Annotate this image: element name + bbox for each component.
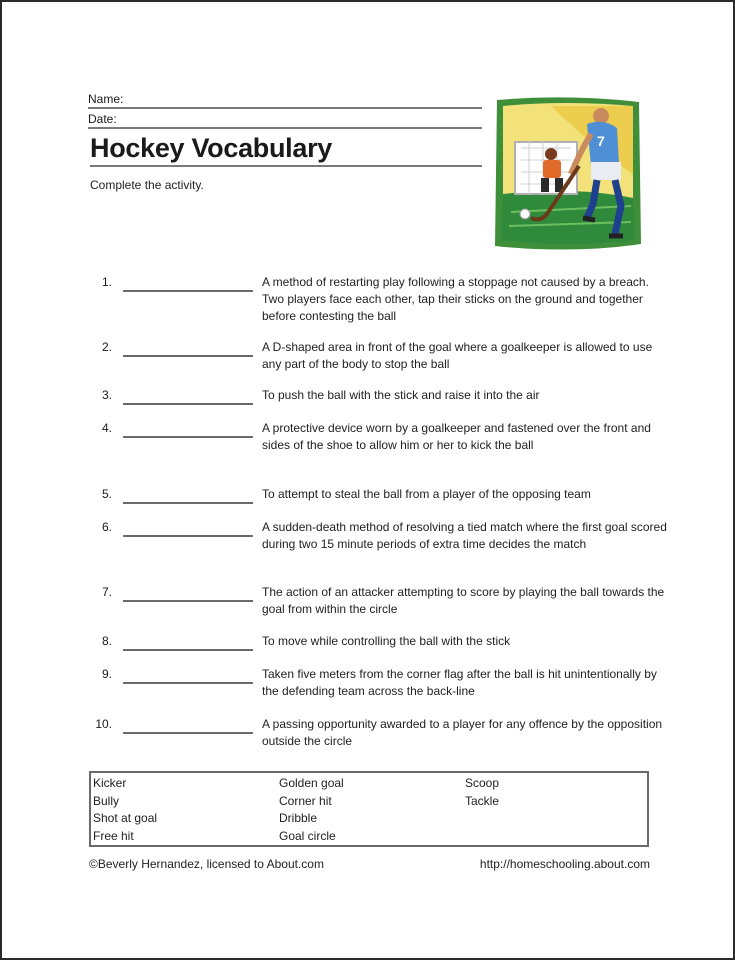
- answer-blank[interactable]: [123, 502, 253, 504]
- answer-blank[interactable]: [123, 732, 253, 734]
- word-bank-term: Free hit: [93, 828, 134, 843]
- answer-blank[interactable]: [123, 355, 253, 357]
- word-bank-term: Kicker: [93, 776, 127, 790]
- item-definition: The action of an attacker attempting to score by playing the ball towards the goal from within the circle: [262, 585, 665, 616]
- answer-blank[interactable]: [123, 290, 253, 292]
- item-number: 8.: [101, 634, 112, 648]
- word-bank-term: Scoop: [465, 776, 500, 790]
- word-bank-column-3: [465, 775, 499, 810]
- answer-blank[interactable]: [123, 403, 253, 405]
- word-bank-term: Corner hit: [279, 793, 332, 808]
- date-label: Date:: [88, 112, 117, 126]
- item-definition: A passing opportunity awarded to a player for any offence by the opposition outside the circle: [262, 717, 663, 748]
- date-field[interactable]: [88, 111, 482, 129]
- answer-blank[interactable]: [123, 535, 253, 537]
- name-label: Name:: [88, 92, 124, 106]
- item-definition: A sudden-death method of resolving a tied match where the first goal scored during two 15 minute periods of extra time decides the match: [262, 520, 667, 551]
- field-hockey-player-icon: [491, 94, 644, 256]
- item-number: 1.: [101, 275, 112, 289]
- word-bank-term: Goal circle: [279, 828, 336, 843]
- item-number: 10.: [95, 717, 112, 731]
- item-number: 7.: [101, 585, 112, 599]
- item-definition: A D-shaped area in front of the goal where a goalkeeper is allowed to use any part of the body to stop the ball: [262, 340, 653, 371]
- worksheet-title: Hockey Vocabulary: [90, 131, 482, 167]
- item-definition: To push the ball with the stick and raise it into the air: [262, 388, 540, 402]
- item-number: 2.: [101, 340, 112, 354]
- word-bank-term: Tackle: [465, 793, 500, 808]
- word-bank-term: Shot at goal: [93, 811, 158, 825]
- name-field[interactable]: [88, 91, 482, 109]
- item-definition: Taken five meters from the corner flag after the ball is hit unintentionally by the defending team across the back-line: [262, 667, 657, 698]
- instructions: Complete the activity.: [90, 178, 204, 192]
- word-bank-term: Bully: [93, 793, 120, 808]
- item-number: 5.: [101, 487, 112, 501]
- answer-blank[interactable]: [123, 649, 253, 651]
- item-definition: A method of restarting play following a stoppage not caused by a breach. Two players face each other, tap their sticks on the ground and together before contesting the ball: [262, 275, 649, 323]
- item-number: 4.: [101, 421, 112, 435]
- word-bank-column-2: [279, 775, 344, 845]
- answer-blank[interactable]: [123, 436, 253, 438]
- item-definition: To attempt to steal the ball from a player of the opposing team: [262, 487, 591, 501]
- item-number: 3.: [101, 388, 112, 402]
- item-number: 9.: [101, 667, 112, 681]
- word-bank: [89, 771, 649, 847]
- answer-blank[interactable]: [123, 600, 253, 602]
- word-bank-term: Dribble: [279, 811, 318, 825]
- copyright-notice: ©Beverly Hernandez, licensed to About.com: [89, 857, 324, 871]
- item-definition: To move while controlling the ball with the stick: [262, 634, 511, 648]
- word-bank-term: Golden goal: [279, 776, 344, 790]
- jersey-number: 7: [597, 133, 605, 149]
- item-definition: A protective device worn by a goalkeeper and fastened over the front and sides of the shoe to allow him or her to kick the ball: [262, 421, 651, 452]
- answer-blank[interactable]: [123, 682, 253, 684]
- item-number: 6.: [101, 520, 112, 534]
- source-url[interactable]: http://homeschooling.about.com: [479, 857, 650, 871]
- word-bank-column-1: [93, 775, 157, 845]
